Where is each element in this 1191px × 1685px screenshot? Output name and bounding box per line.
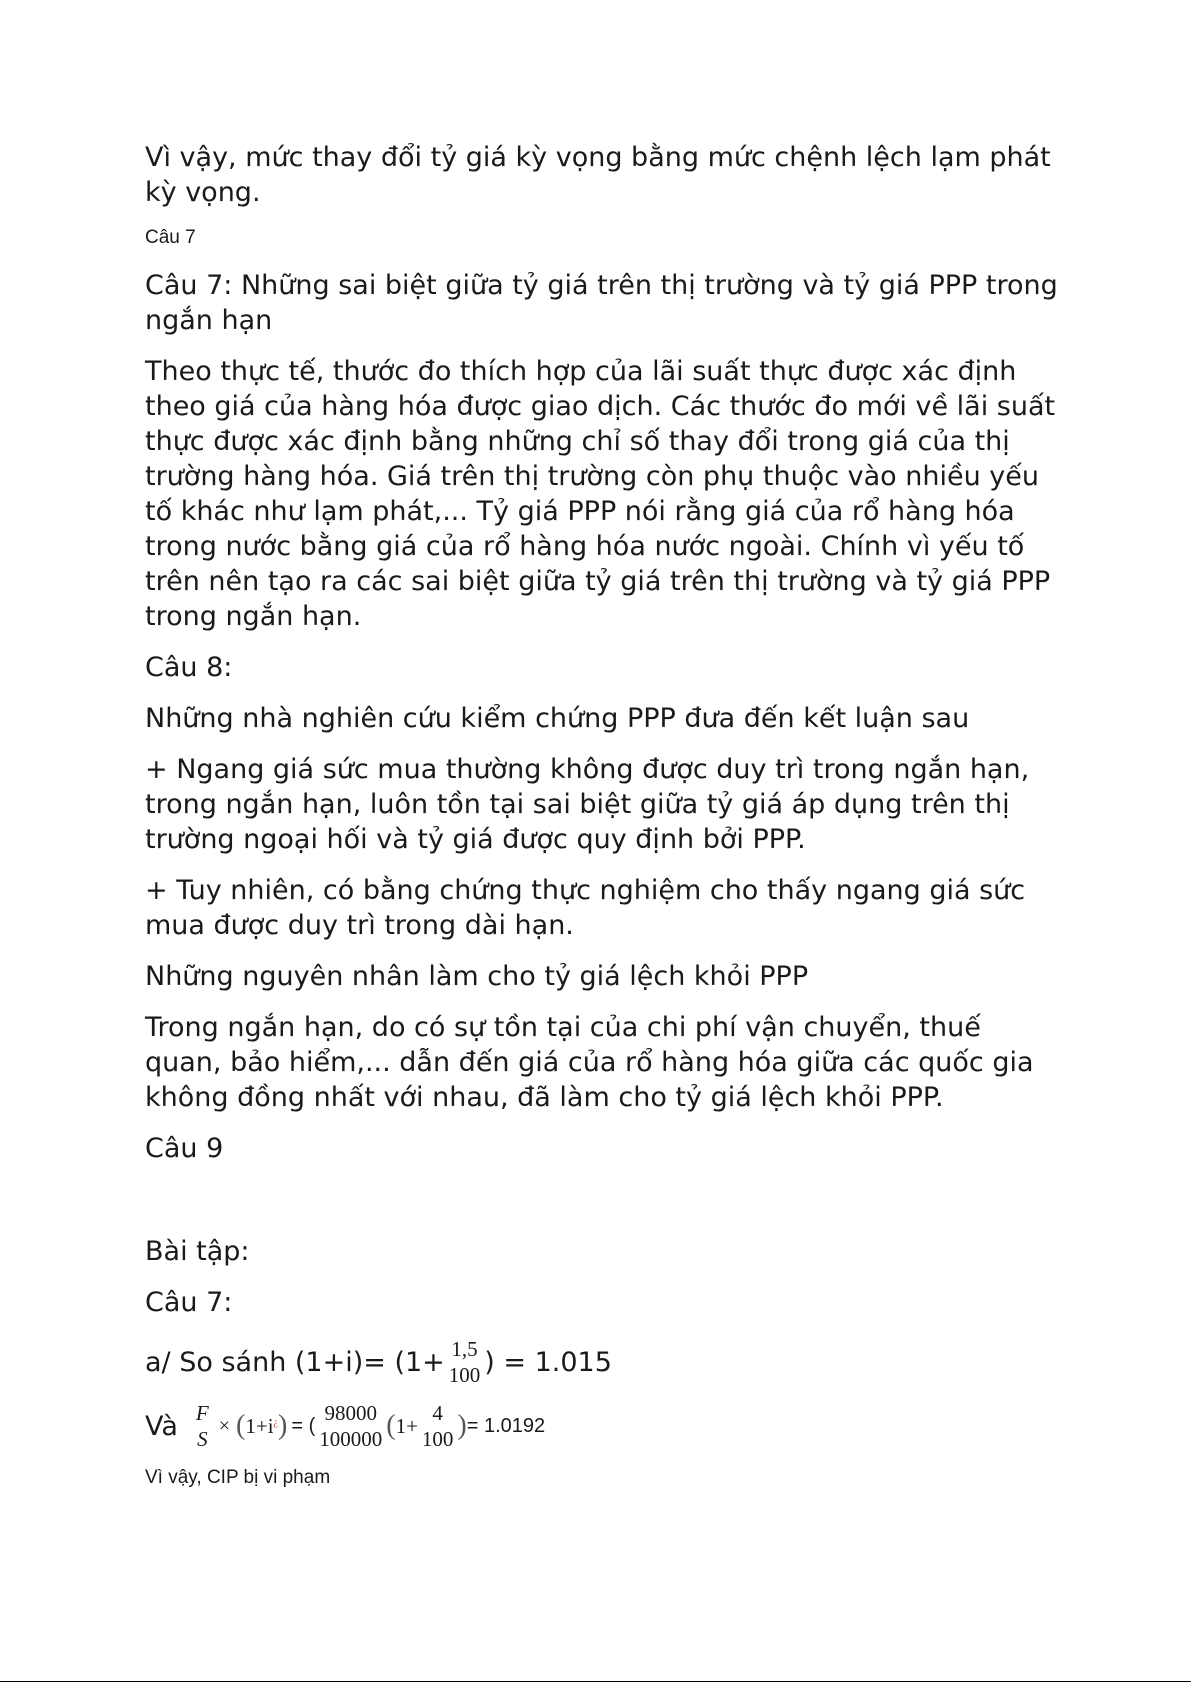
- fraction-num-98000: 98000: [324, 1401, 377, 1425]
- blank-space: [145, 1182, 1065, 1234]
- page-bottom-rule: [0, 1681, 1191, 1682]
- heading-cau-7: Câu 7: Những sai biệt giữa tỷ giá trên thị trường và tỷ giá PPP trong ngắn hạn: [145, 270, 1058, 336]
- equation-a-prefix: a/ So sánh (1+i)= (1+: [145, 1346, 445, 1378]
- fraction-numerator: 1,5: [451, 1337, 478, 1361]
- fraction-denominator: 100: [448, 1363, 481, 1387]
- paragraph-cip-violated: Vì vậy, CIP bị vi phạm: [145, 1467, 331, 1488]
- equation-line-a: [145, 1336, 1065, 1388]
- fraction-4-over-100: [421, 1400, 455, 1452]
- fraction-1-5-over-100: [448, 1336, 482, 1388]
- close-paren-2-icon: ): [457, 1410, 467, 1441]
- times-sign: ×: [218, 1414, 231, 1437]
- heading-cau-9: Câu 9: [145, 1133, 224, 1164]
- open-paren-2-icon: (: [386, 1410, 396, 1441]
- equals-open: = (: [291, 1414, 316, 1437]
- heading-cau-8: Câu 8:: [145, 652, 233, 683]
- equation-b-result: = 1.0192: [466, 1414, 546, 1437]
- fraction-98000-over-100000: [318, 1400, 383, 1452]
- fraction-s: S: [197, 1427, 208, 1451]
- open-paren-icon: (: [236, 1410, 246, 1441]
- equation-a-suffix: ) = 1.015: [484, 1346, 612, 1378]
- heading-exercise-cau-7: Câu 7:: [145, 1287, 233, 1318]
- fraction-den-100: 100: [421, 1427, 454, 1451]
- one-plus-i: [245, 1414, 278, 1439]
- close-paren-icon: ): [278, 1410, 288, 1441]
- equation-line-b: [145, 1400, 1065, 1452]
- bullet-long-run: + Tuy nhiên, có bằng chứng thực nghiệm cho thấy ngang giá sức mua được duy trì trong dài hạn.: [145, 875, 1026, 941]
- equation-b-prefix: Và: [145, 1410, 178, 1442]
- fraction-f: F: [195, 1401, 209, 1425]
- paragraph-deviation-causes: Trong ngắn hạn, do có sự tồn tại của chi phí vận chuyển, thuế quan, bảo hiểm,... dẫn đến giá của rổ hàng hóa giữa các quốc gia không đồng nhất với nhau, đã làm cho tỷ giá lệch khỏi PPP.: [145, 1012, 1034, 1113]
- one-plus-i-text: 1+i: [245, 1413, 274, 1438]
- fraction-num-4: 4: [432, 1401, 443, 1425]
- superscript-mark: ¿: [273, 1416, 278, 1428]
- fraction-f-over-s: [195, 1400, 210, 1452]
- small-heading-cau-7: Câu 7: [145, 227, 196, 248]
- heading-deviation-causes: Những nguyên nhân làm cho tỷ giá lệch khỏi PPP: [145, 961, 809, 992]
- document-body: [145, 140, 1065, 1508]
- heading-bai-tap: Bài tập:: [145, 1236, 250, 1267]
- bullet-short-run: + Ngang giá sức mua thường không được duy trì trong ngắn hạn, trong ngắn hạn, luôn tồn tại sai biệt giữa tỷ giá áp dụng trên thị trường ngoại hối và tỷ giá được quy định bởi PPP.: [145, 754, 1030, 855]
- one-plus-text: 1+: [395, 1413, 418, 1438]
- paragraph-researchers-conclusion: Những nhà nghiên cứu kiểm chứng PPP đưa đến kết luận sau: [145, 703, 970, 734]
- fraction-den-100000: 100000: [319, 1427, 383, 1451]
- paragraph-real-interest: Theo thực tế, thước đo thích hợp của lãi suất thực được xác định theo giá của hàng hóa được giao dịch. Các thước đo mới về lãi suất thực được xác định bằng những chỉ số thay đổi trong giá của thị trường hàng hóa. Giá trên thị trường còn phụ thuộc vào nhiều yếu tố khác như lạm phát,... Tỷ giá PPP nói rằng giá của rổ hàng hóa trong nước bằng giá của rổ hàng hóa nước ngoài. Chính vì yếu tố trên nên tạo ra các sai biệt giữa tỷ giá trên thị trường và tỷ giá PPP trong ngắn hạn.: [145, 356, 1056, 632]
- paragraph-expected-exchange-rate: Vì vậy, mức thay đổi tỷ giá kỳ vọng bằng mức chệnh lệch lạm phát kỳ vọng.: [145, 142, 1051, 208]
